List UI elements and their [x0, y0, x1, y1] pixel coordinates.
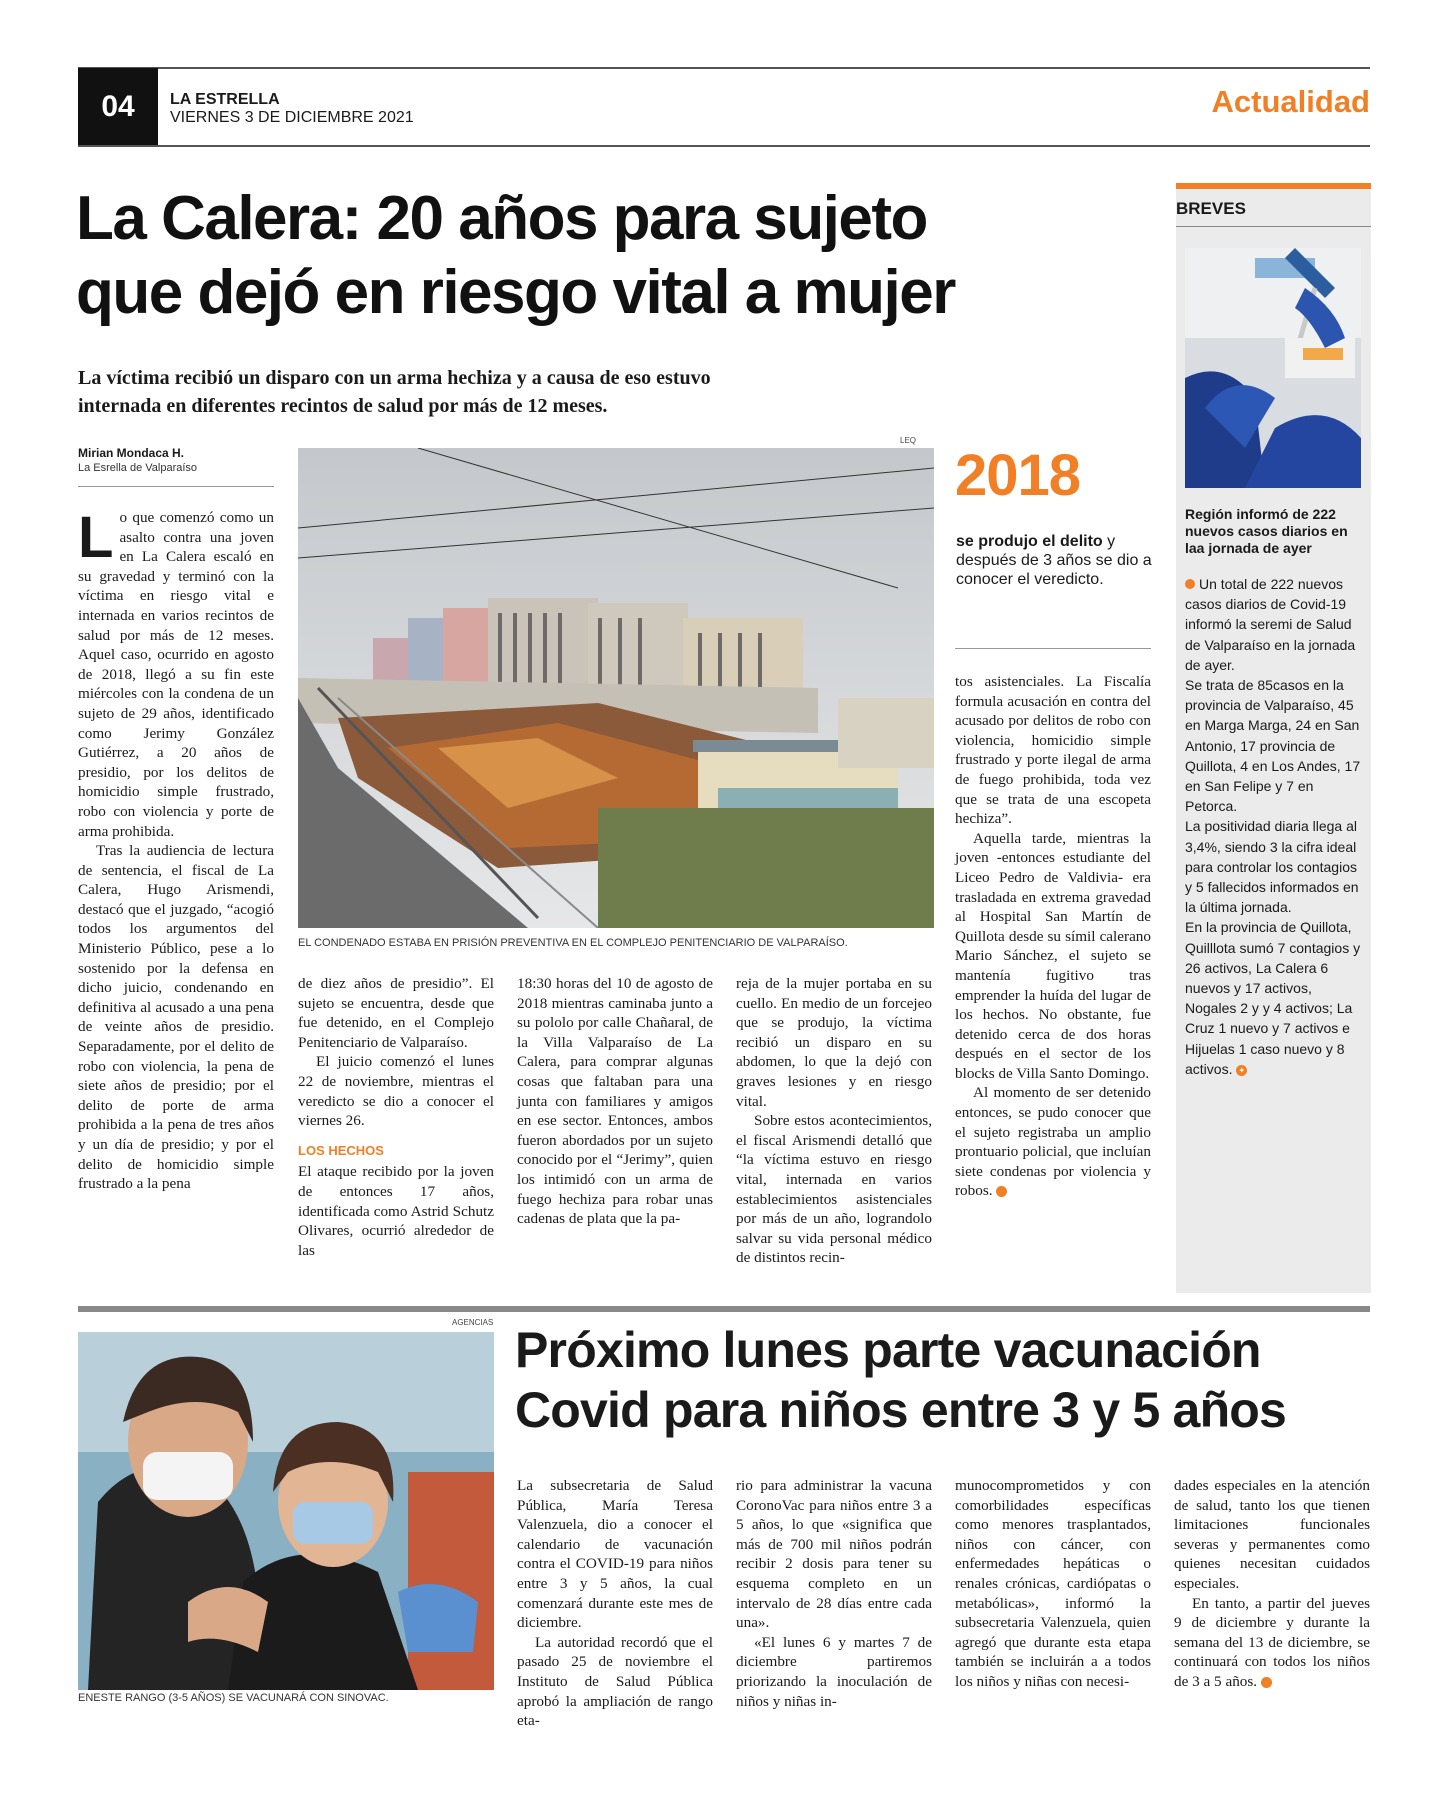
- story2-text: dades especiales en la atención de salud, tanto los que tienen limitaciones funcionales severas y permanentes como quienes necesitan cuidados especiales.: [1174, 1477, 1370, 1592]
- byline-outlet: La Esrella de Valparaíso: [78, 462, 198, 474]
- bullet-dot-icon: [1185, 579, 1195, 589]
- story1-text: o que comenzó como un asalto contra una joven en La Calera escaló en su gravedad y terminó con la víctima en riesgo vital e internada en varios recintos de salud por más de 12 meses. Aquel caso, ocurrido en agosto de 2018, llegó a su fin este miércoles con la condena de un sujeto de 29 años, identificado como Jerimy González Gutiérrez, a 20 años de presidio, por los delitos de homicidio simple frustrado, robo con violencia y porte de arma prohibida.: [78, 509, 274, 840]
- story-divider: [78, 1306, 1370, 1312]
- story1-text: 18:30 horas del 10 de agosto de 2018 mientras caminaba junto a su pololo por calle Chañaral, de la Villa Valparaíso de La Calera, para comprar algunas cosas que faltaban para una junta con familiares y amigos en ese sector. Entonces, ambos fueron abordados por un sujeto conocido por el “Jerimy”, quien los intimidó con un arma de fuego hechiza para robar unas cadenas de plata que la pa-: [517, 975, 713, 1228]
- subhead-los-hechos: LOS HECHOS: [298, 1142, 384, 1158]
- story1-column-2: [298, 974, 494, 1260]
- story1-column-5: [955, 672, 1151, 1201]
- sidebar-paragraph: [1185, 917, 1365, 1079]
- story1-text: de diez años de presidio”. El sujeto se encuentra, desde que fue detenido, en el Complejo Penitenciario de Valparaíso.: [298, 975, 494, 1051]
- story2-paragraph: [1174, 1594, 1370, 1692]
- story2-column-4: [1174, 1476, 1370, 1692]
- story2-text: La autoridad recordó que el pasado 25 de noviembre el Instituto de Salud Pública aprobó la ampliación de rango eta-: [517, 1633, 713, 1730]
- publication-name: LA ESTRELLA: [170, 91, 280, 108]
- factoid-rule: [955, 648, 1151, 649]
- main-headline-line-2: que dejó en riesgo vital a mujer: [76, 258, 955, 327]
- prison-illustration: [298, 448, 934, 928]
- factoid-rest: y después de 3 años se dio a conocer el veredicto.: [956, 533, 1152, 588]
- story1-column-3: [517, 974, 713, 1229]
- second-headline: [515, 1320, 1375, 1440]
- page-number: [78, 68, 158, 146]
- factoid-bold: se produjo el delito: [956, 533, 1103, 550]
- story1-paragraph: [298, 974, 494, 1052]
- story1-text: El juicio comenzó el lunes 22 de noviembre, mientras el veredicto se dio a conocer el viernes 26.: [298, 1053, 494, 1130]
- story2-paragraph: [1174, 1476, 1370, 1594]
- sidebar-paragraph: [1185, 574, 1365, 675]
- deck-line-1: La víctima recibió un disparo con un arma hechiza y a causa de eso estuvo: [78, 367, 711, 389]
- section-title: Actualidad: [1211, 84, 1370, 119]
- end-mark-icon: ✦: [1236, 1065, 1247, 1076]
- story1-text: Aquella tarde, mientras la joven -entonces estudiante del Liceo Pedro de Valdivia- era trasladada en extrema gravedad al Hospital San Martín de Quillota desde su símil calerano Mario Sánchez, el sujeto se mantenía fugitivo tras emprender la huída del lugar de los hechos. No obstante, fue detenido cerca de dos horas después en el sector de los blocks de Villa Santo Domingo.: [955, 829, 1151, 1082]
- factoid-text: [956, 532, 1156, 589]
- page-number-text: 04: [101, 90, 135, 123]
- header-top-rule: [78, 67, 1370, 69]
- prison-photo: [298, 448, 934, 928]
- sidebar-text: La positividad diaria llega al 3,4%, siendo 3 la cifra ideal para controlar los contagios y 5 fallecidos informados en la última jornada.: [1185, 818, 1359, 916]
- byline-author: Mirian Mondaca H.: [78, 446, 185, 460]
- vaccination-illustration: [78, 1332, 494, 1690]
- vaccination-photo: [78, 1332, 494, 1690]
- sidebar-accent-band: [1176, 183, 1371, 189]
- main-deck: [78, 364, 978, 420]
- story1-text: Sobre estos acontecimientos, el fiscal Arismendi detalló que “la víctima estuvo en riesgo vital, internada en varios establecimientos asistenciales por más de un año, lograndolo salvar su vida personal médico de distintos recin-: [736, 1112, 932, 1267]
- photo-credit: AGENCIAS: [452, 1318, 494, 1327]
- sidebar-news-body: [1185, 574, 1365, 1079]
- sidebar-text: En la provincia de Quillota, Quilllota sumó 7 contagios y 26 activos, La Calera 6 nuevos y 17 activos, Nogales 2 y y 4 activos; La Cruz 1 nuevo y 7 activos e Hijuelas 1 caso nuevo y 8 activos.: [1185, 919, 1361, 1077]
- story2-paragraph: [955, 1476, 1151, 1692]
- drop-cap: L: [78, 505, 114, 570]
- main-headline: [76, 182, 1156, 330]
- story2-column-1: [517, 1476, 713, 1731]
- story1-paragraph: [955, 829, 1151, 1084]
- story1-paragraph: [736, 974, 932, 1111]
- second-headline-line-1: Próximo lunes parte vacunación: [515, 1322, 1261, 1378]
- main-headline-line-1: La Calera: 20 años para sujeto: [76, 184, 927, 253]
- story1-text: reja de la mujer portaba en su cuello. En medio de un forcejeo que se produjo, la víctima recibió un disparo en su abdomen, lo que la dejó con graves lesiones y en riesgo vital.: [736, 975, 932, 1110]
- story1-column-4: [736, 974, 932, 1268]
- story1-paragraph: [517, 974, 713, 1229]
- story1-paragraph: [298, 1162, 494, 1260]
- end-mark-icon: ✦: [996, 1186, 1007, 1197]
- story2-column-3: [955, 1476, 1151, 1692]
- story2-text: «El lunes 6 y martes 7 de diciembre partiremos priorizando la inoculación de niños y niñas in-: [736, 1633, 932, 1710]
- story2-paragraph: [736, 1633, 932, 1711]
- story1-text: tos asistenciales. La Fiscalía formula acusación en contra del acusado por delitos de robo con violencia, homicidio simple frustrado y porte ilegal de arma de fuego prohibida, toda vez que se trata de una escopeta hechiza”.: [955, 673, 1151, 828]
- end-mark-icon: ✦: [1261, 1677, 1272, 1688]
- story1-column-1: [78, 505, 274, 1194]
- story2-paragraph: [517, 1633, 713, 1731]
- second-headline-line-2: Covid para niños entre 3 y 5 años: [515, 1382, 1287, 1438]
- sidebar-text: Un total de 222 nuevos casos diarios de Covid-19 informó la seremi de Salud de Valparaíso en la jornada de ayer.: [1185, 576, 1356, 673]
- story1-paragraph: [736, 1111, 932, 1268]
- story2-paragraph: [517, 1476, 713, 1633]
- story1-paragraph: [298, 1052, 494, 1130]
- factoid-year: 2018: [955, 443, 1081, 508]
- photo-caption: ENESTE RANGO (3-5 AÑOS) SE VACUNARÁ CON SINOVAC.: [78, 1692, 389, 1704]
- story2-text: En tanto, a partir del jueves 9 de diciembre y durante la semana del 13 de diciembre, se continuará con todos los niños de 3 a 5 años.: [1174, 1594, 1370, 1690]
- sidebar-rule: [1176, 226, 1371, 227]
- story1-paragraph: [78, 841, 274, 1194]
- photo-credit: LEQ: [900, 436, 917, 445]
- header-bottom-rule: [78, 145, 1370, 147]
- publication-date: VIERNES 3 DE DICIEMBRE 2021: [170, 109, 414, 126]
- deck-line-2: internada en diferentes recintos de salud por más de 12 meses.: [78, 395, 608, 417]
- story2-paragraph: [736, 1476, 932, 1633]
- byline-rule: [78, 486, 274, 487]
- sidebar-text: Se trata de 85casos en la provincia de Valparaíso, 45 en Marga Marga, 24 en San Antonio, 17 provincia de Quillota, 4 en Los Andes, 17 en San Felipe y 7 en Petorca.: [1185, 677, 1361, 815]
- sidebar-label: BREVES: [1176, 199, 1246, 218]
- sidebar-paragraph: [1185, 816, 1365, 917]
- story1-paragraph: [78, 505, 274, 841]
- sidebar-paragraph: [1185, 675, 1365, 816]
- story2-text: munocomprometidos y con comorbilidades específicas como menores trasplantados, niños con cáncer, con enfermedades hepáticas o renales crónicas, cardiópatas o metabólicas», informó la subsecretaria Valenzuela, quien agregó que durante esta etapa también se incluirán a a todos los niños y niñas con necesi-: [955, 1477, 1151, 1690]
- story2-text: rio para administrar la vacuna CoronoVac para niños entre 3 a 5 años, lo que «significa que más de 700 mil niños podrán recibir 2 dosis para tener su esquema completo en un intervalo de 28 días entre cada una».: [736, 1477, 932, 1632]
- lab-illustration: [1185, 248, 1361, 488]
- story1-paragraph: [955, 1083, 1151, 1201]
- story1-text: Al momento de ser detenido entonces, se pudo conocer que el sujeto registraba un amplio prontuario policial, que incluían siete condenas por violencia y robos.: [955, 1084, 1151, 1200]
- sidebar-news-title: Región informó de 222 nuevos casos diarios en laa jornada de ayer: [1185, 506, 1348, 556]
- story1-text: El ataque recibido por la joven de entonces 17 años, identificada como Astrid Schutz Olivares, ocurrió alrededor de las: [298, 1163, 494, 1259]
- story1-text: Tras la audiencia de lectura de sentencia, el fiscal de La Calera, Hugo Arismendi, destacó que el juzgado, “acogió todos los argumentos del Ministerio Público, pese a lo sostenido por la defensa en dicho juicio, condenando en definitiva al acusado a una pena de veinte años de presidio. Separadamente, por el delito de robo con violencia, la pena de siete años de presidio; por el delito de porte de arma prohibida a la pena de tres años y un día de presidio; y por el delito de homicidio simple frustrado a la pena: [78, 842, 274, 1193]
- photo-caption: EL CONDENADO ESTABA EN PRISIÓN PREVENTIVA EN EL COMPLEJO PENITENCIARIO DE VALPARAÍSO.: [298, 937, 848, 949]
- lab-photo: [1185, 248, 1361, 488]
- story2-text: La subsecretaria de Salud Pública, María Teresa Valenzuela, dio a conocer el calendario de vacunación contra el COVID-19 para niños entre 3 y 5 años, la cual comenzará durante este mes de diciembre.: [517, 1477, 713, 1632]
- story2-column-2: [736, 1476, 932, 1711]
- story1-paragraph: [955, 672, 1151, 829]
